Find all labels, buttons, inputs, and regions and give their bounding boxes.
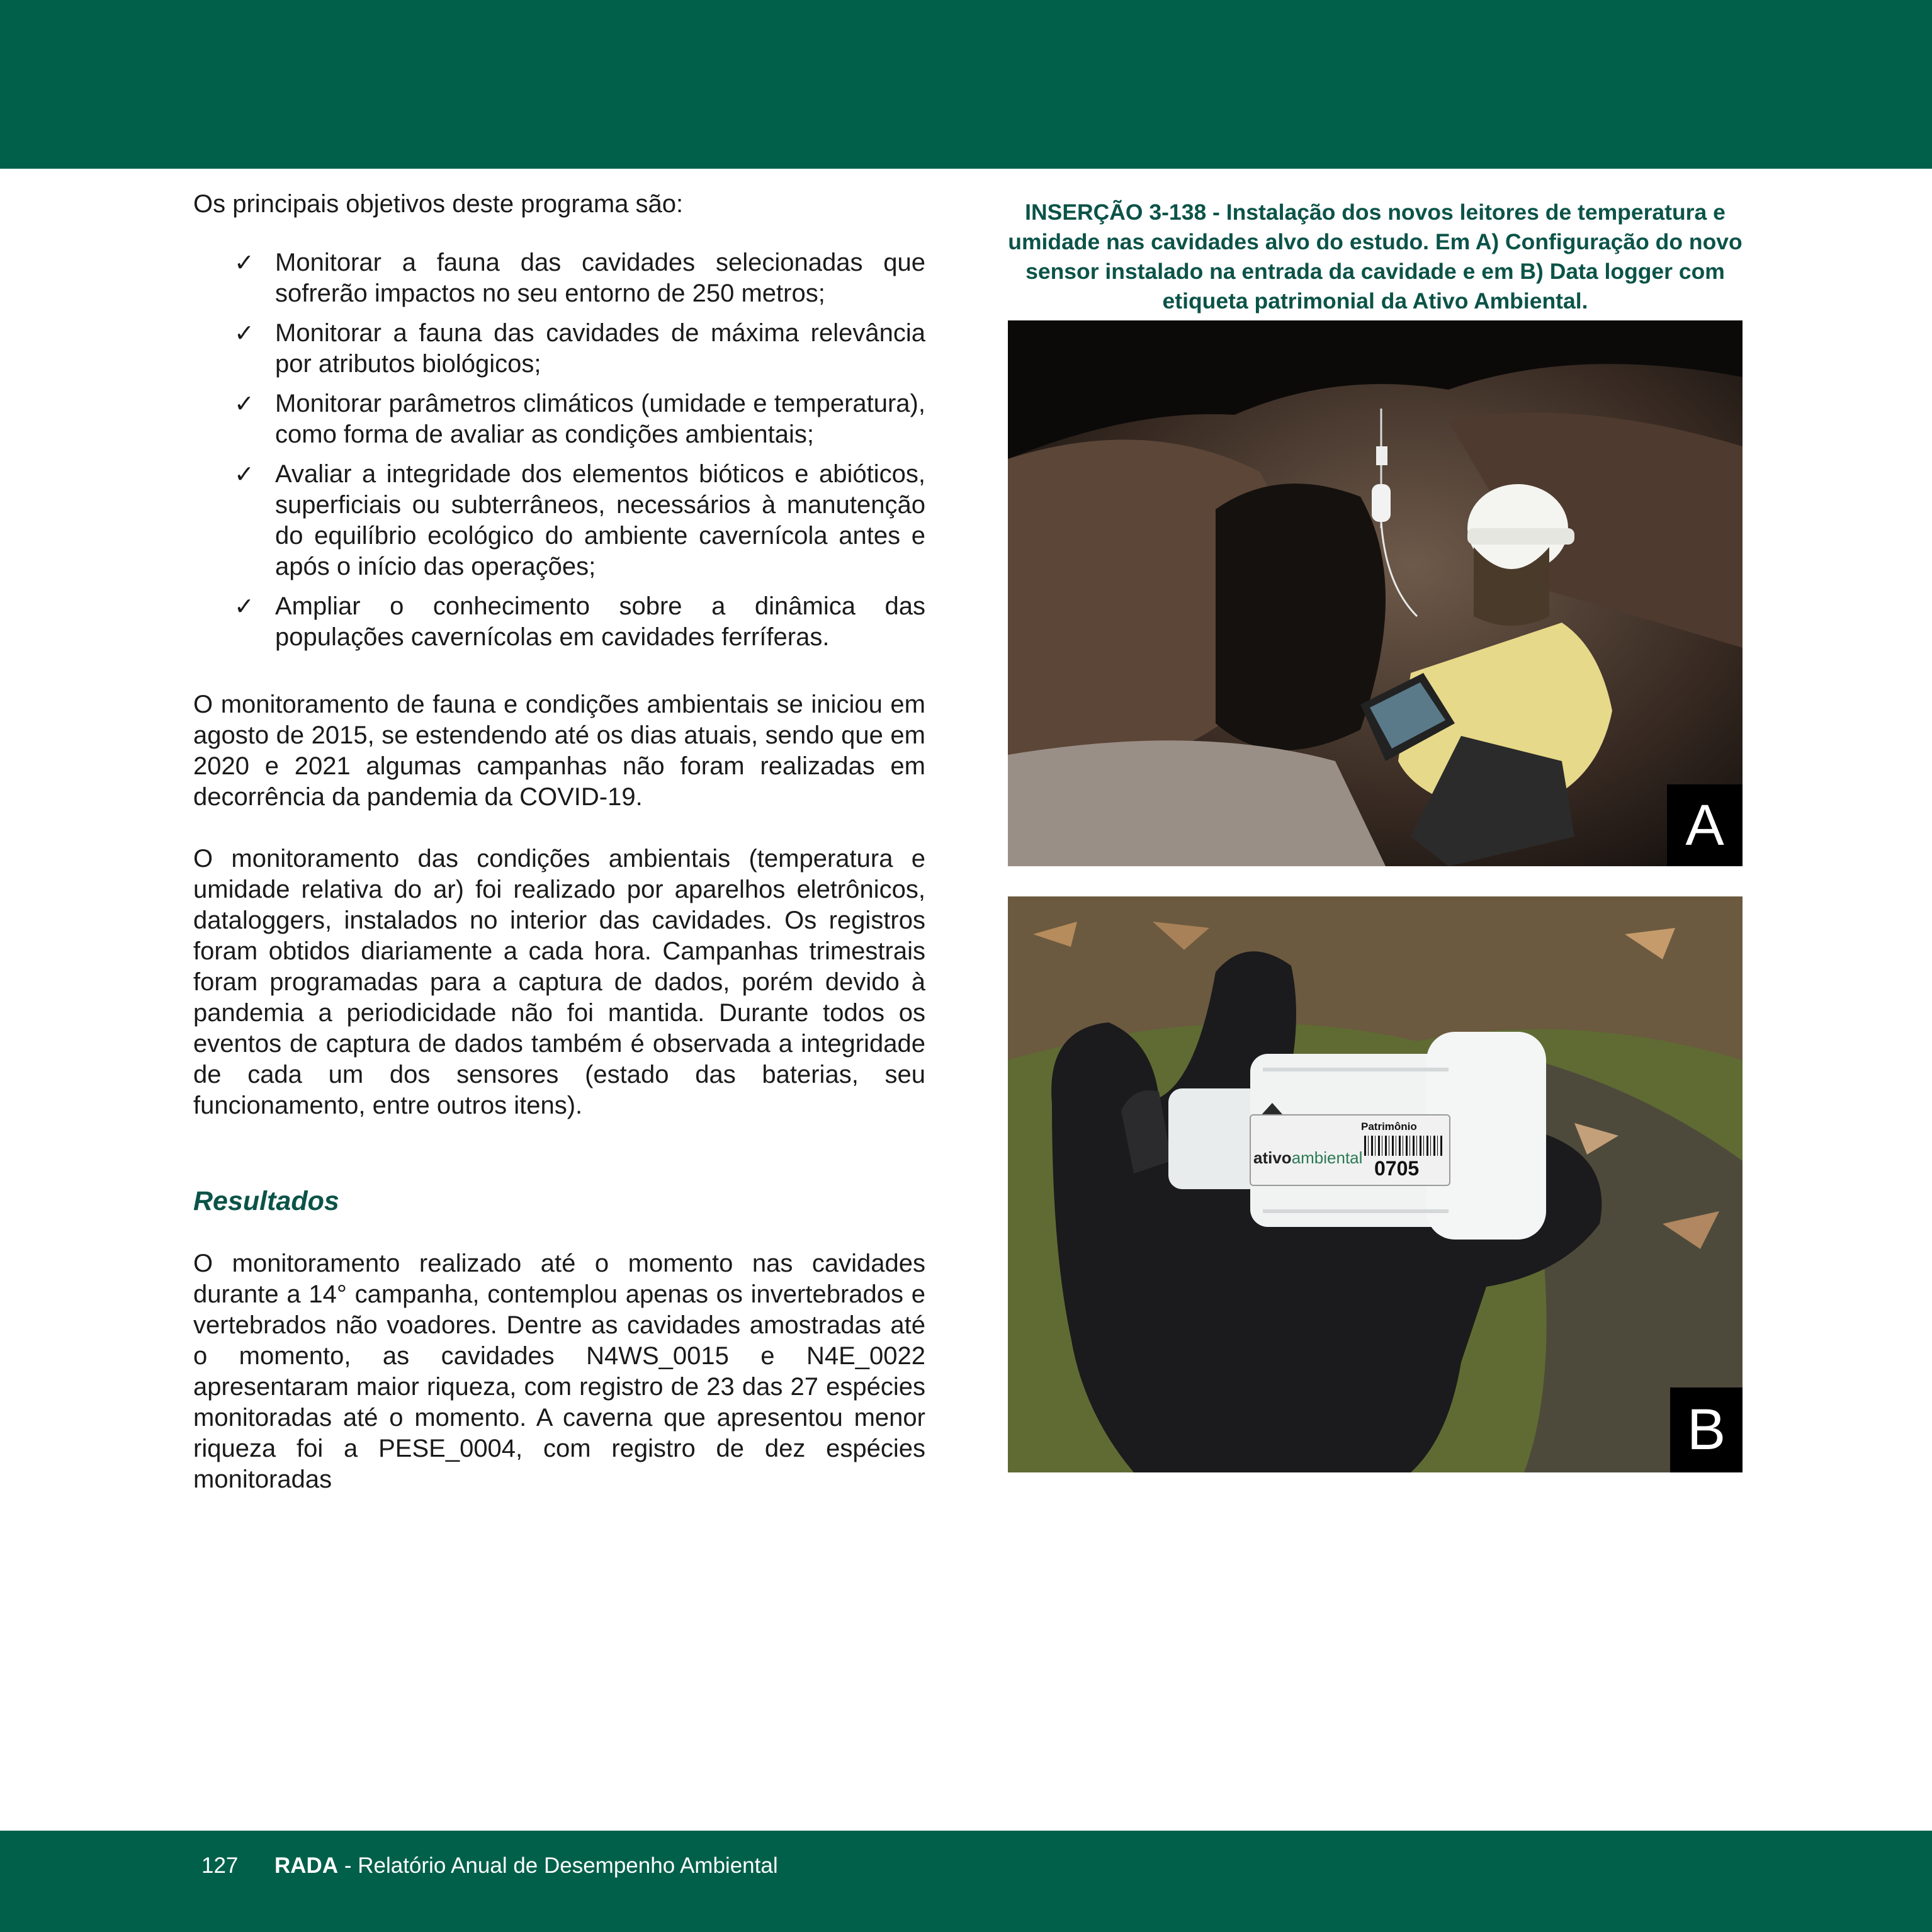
checkmark-icon: ✓ [234,319,254,347]
objectives-list [193,247,925,653]
checkmark-icon: ✓ [234,249,254,276]
figure-caption: INSERÇÃO 3-138 - Instalação dos novos leitores de temperatura e umidade nas cavidades alvo do estudo. Em A) Configuração do novo sensor instalado na entrada da cavidade e em B) Data logger com etiqueta patrimonial da Ativo Ambiental. [1008,200,1743,314]
paragraph-environmental-conditions: O monitoramento das condições ambientais (temperatura e umidade relativa do ar) foi realizado por aparelhos eletrônicos, dataloggers, instalados no interior das cavidades. Os registros foram obtidos diariamente a cada hora. Campanhas trimestrais foram programadas para a captura de dados, porém devido à pandemia a periodicidade não foi mantida. Durante todos os eventos de captura de dados também é observada a integridade de cada um dos sensores (estado das baterias, seu funcionamento, entre outros itens). [193,845,925,1119]
barcode-icon [1364,1136,1443,1156]
header-band [0,0,1932,169]
page-number: 127 [201,1853,239,1878]
objective-item: ✓ Avaliar a integridade dos elementos bióticos e abióticos, superficiais ou subterrâneos, necessários à manutenção do equilíbrio ecológico do ambiente cavernícola antes e após o início das operações; [234,460,925,580]
objective-item: ✓ Monitorar a fauna das cavidades selecionadas que sofrerão impactos no seu entorno de 250 metros; [234,249,925,307]
checkmark-icon: ✓ [234,390,254,417]
asset-tag [1250,1114,1450,1186]
paragraph-results: O monitoramento realizado até o momento nas cavidades durante a 14° campanha, contemplou apenas os invertebrados e vertebrados não voadores. Dentre as cavidades amostradas até o momento, as cavidades N4WS_0015 e N4E_0022 apresentaram maior riqueza, com registro de 23 das 27 espécies monitoradas até o momento. A caverna que apresentou menor riqueza foi a PESE_0004, com registro de dez espécies monitoradas [193,1250,925,1493]
main-text-column [193,189,925,1495]
footer-band [0,1831,1932,1932]
photo-a-cave-sensor [1008,320,1743,866]
footer-brand: RADA [274,1853,339,1878]
footer [201,1851,778,1881]
photo-label-a: A [1667,784,1743,866]
checkmark-icon: ✓ [234,592,254,620]
footer-title: - Relatório Anual de Desempenho Ambiental [338,1853,778,1878]
ativo-ambiental-logo: ativoambiental [1253,1148,1363,1167]
asset-tag-title: Patrimônio [1361,1121,1417,1133]
checkmark-icon: ✓ [234,460,254,488]
cave-scene-illustration [1008,320,1743,866]
objective-item: ✓ Monitorar parâmetros climáticos (umidade e temperatura), como forma de avaliar as condições ambientais; [234,390,925,448]
objectives-intro: Os principais objetivos deste programa são: [193,190,684,218]
paragraph-monitoring-start: O monitoramento de fauna e condições ambientais se iniciou em agosto de 2015, se estendendo até os dias atuais, sendo que em 2020 e 2021 algumas campanhas não foram realizadas em decorrência da pandemia da COVID-19. [193,691,925,811]
objective-item: ✓ Ampliar o conhecimento sobre a dinâmica das populações cavernícolas em cavidades ferríferas. [234,592,925,651]
section-title-resultados: Resultados [193,1186,339,1216]
asset-number: 0705 [1374,1157,1420,1180]
photo-label-b: B [1670,1387,1743,1472]
objective-item: ✓ Monitorar a fauna das cavidades de máxima relevância por atributos biológicos; [234,319,925,378]
